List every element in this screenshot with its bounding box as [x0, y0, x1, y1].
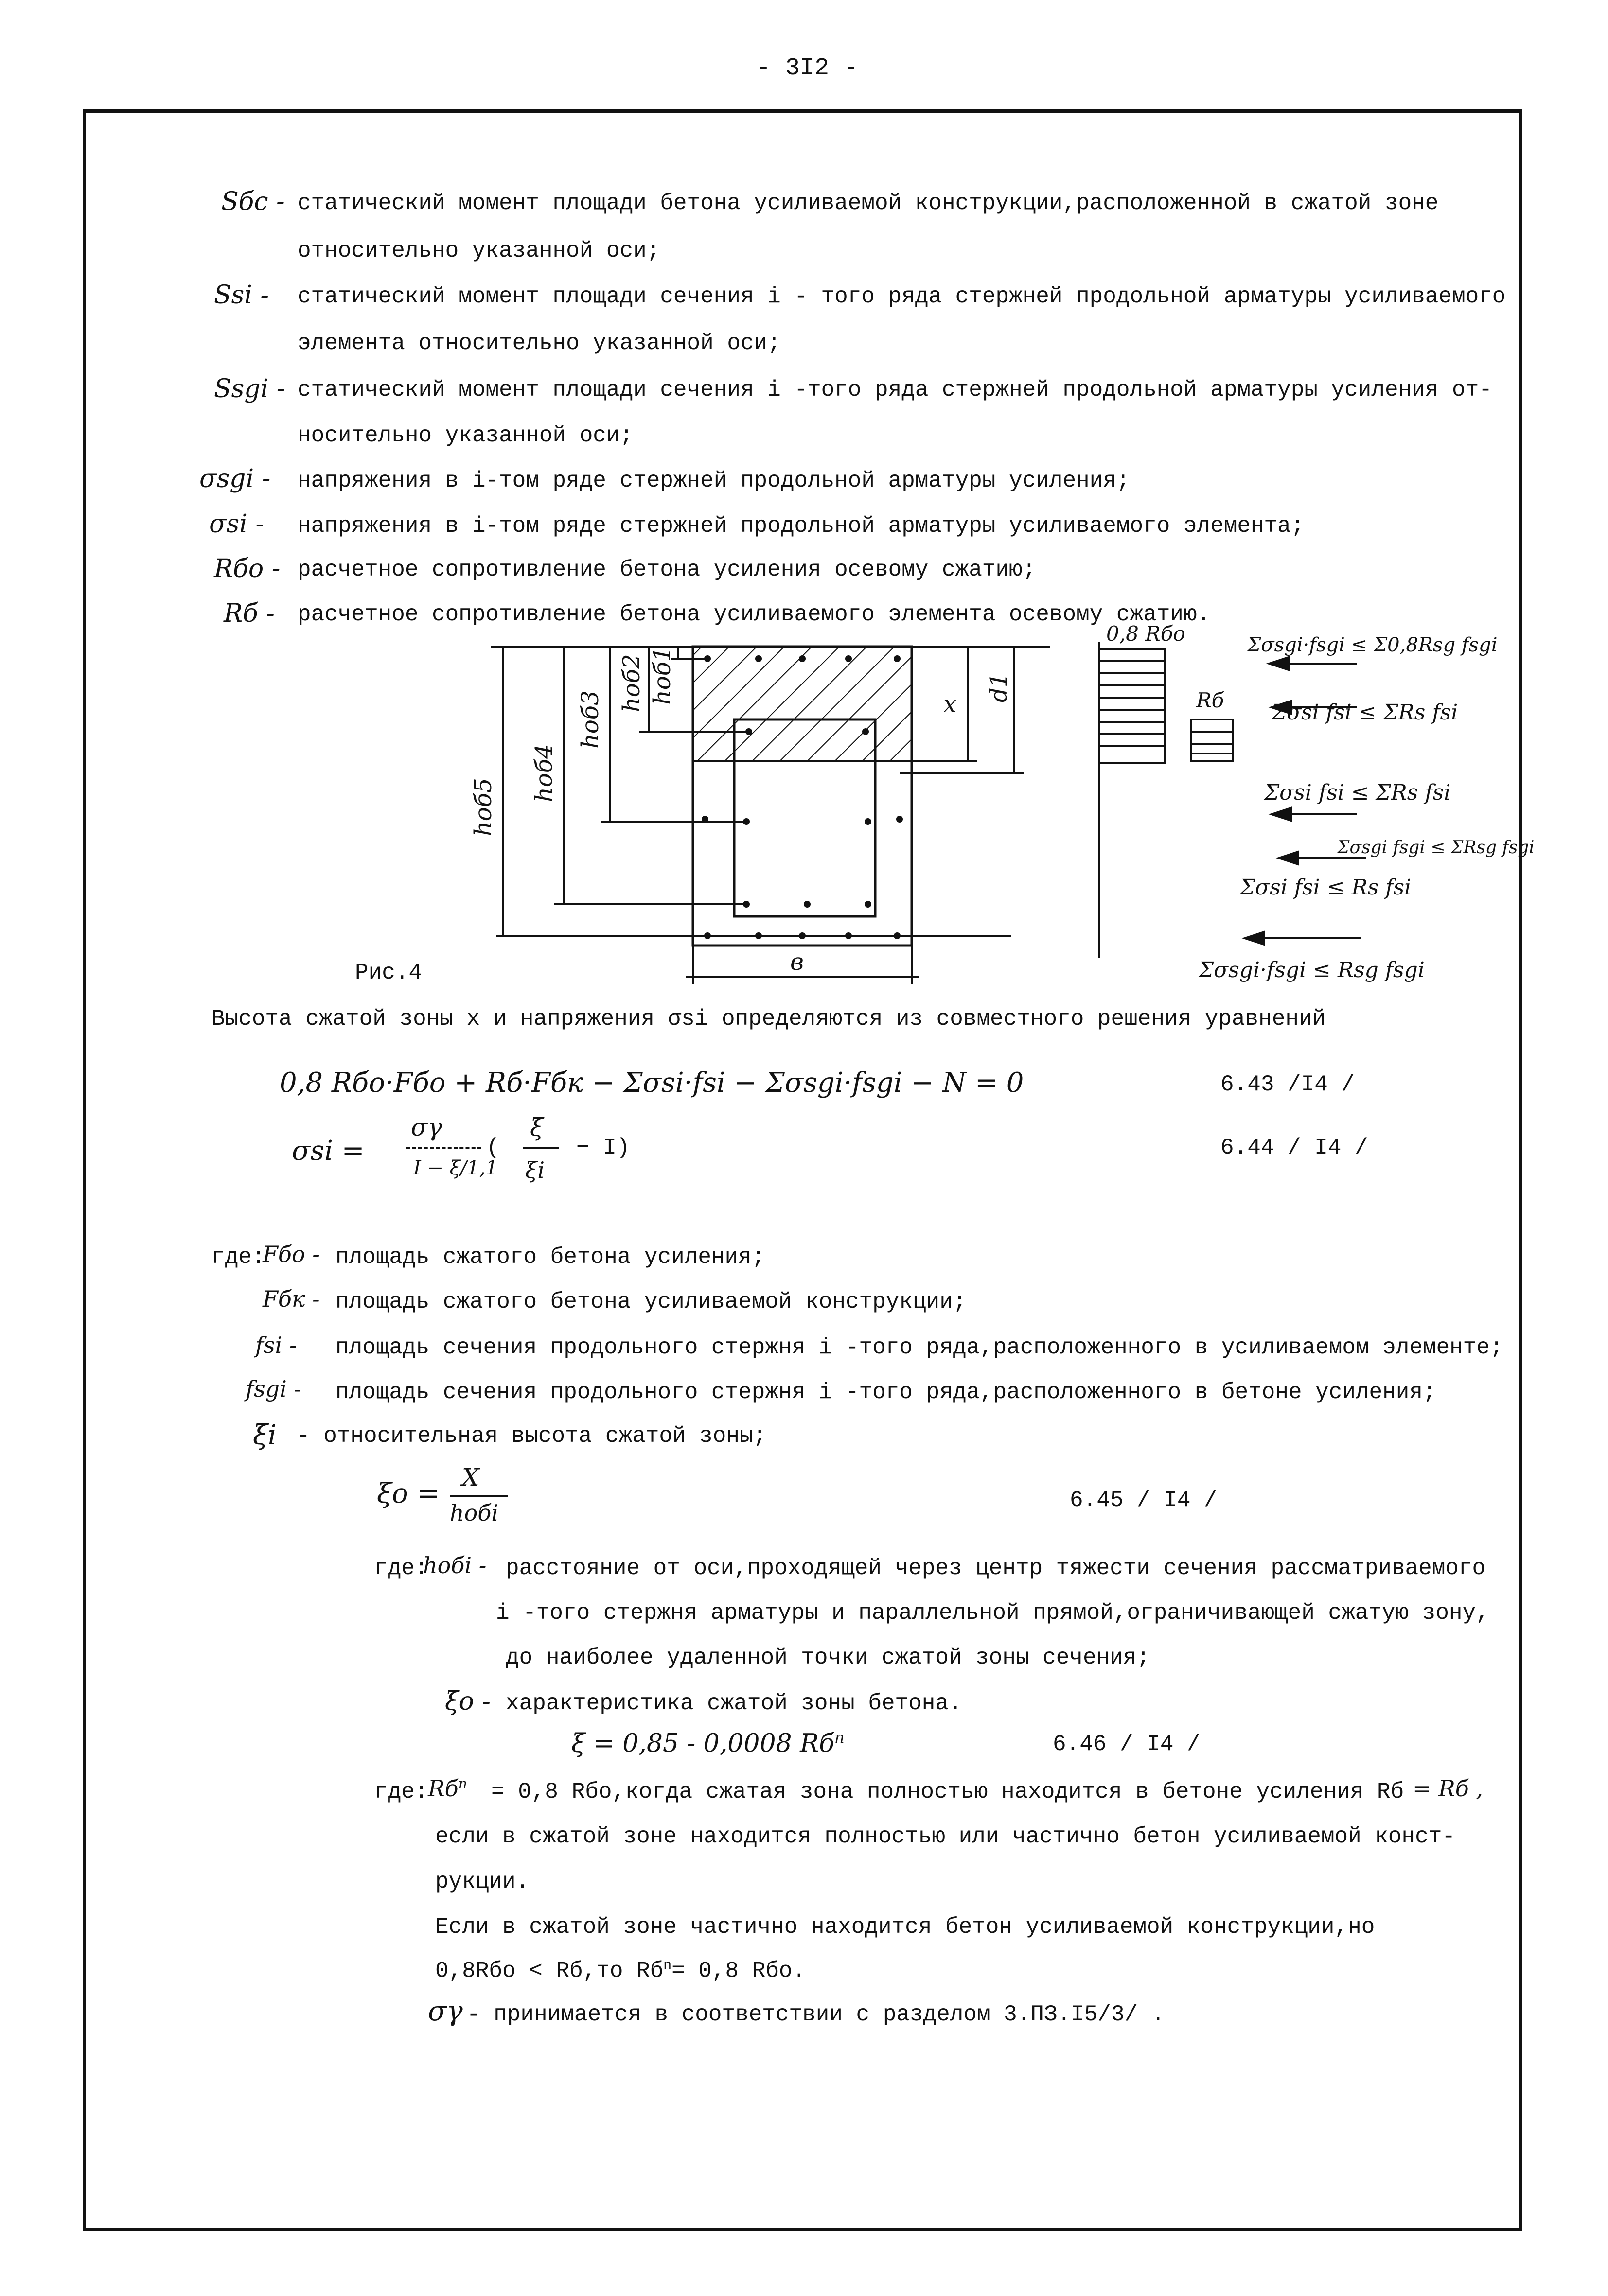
- force-label: Σσsi fsi ≤ ΣRs fsi: [1264, 780, 1451, 805]
- eq-644-bar2: [523, 1147, 559, 1149]
- def-text: статический момент площади сечения i -того ряда стержней продольной арматуры усиления от-: [298, 377, 1492, 403]
- dim-label-hob4: hоб4: [530, 744, 558, 802]
- rbn-line-1-tail: = Rб ,: [1413, 1775, 1484, 1802]
- dim-label-b: в: [790, 948, 804, 976]
- eq-645-den: hобi: [450, 1500, 499, 1526]
- rbn-symbol: Rб: [428, 1775, 459, 1802]
- def-symbol: ξi: [253, 1420, 277, 1451]
- def-symbol: σsi -: [209, 509, 264, 539]
- def-symbol: Sбс -: [221, 187, 285, 216]
- def-text: площадь сжатого бетона усиления;: [336, 1244, 765, 1270]
- eq-644-bar1: [406, 1147, 481, 1149]
- dim-label-hob5: hоб5: [470, 778, 497, 836]
- equation-label: 6.44 / I4 /: [1220, 1135, 1368, 1160]
- def-text: расчетное сопротивление бетона усиления осевому сжатию;: [298, 557, 1036, 582]
- def-symbol: fsi -: [255, 1332, 297, 1358]
- rbn-line-1: $Rб^n$: [428, 1775, 467, 1802]
- def-symbol: σγ: [428, 1996, 463, 2027]
- def-symbol: Ssgi -: [214, 374, 285, 403]
- eq-646-sup: n: [834, 1728, 845, 1747]
- dim-label-hob2: hоб2: [618, 654, 645, 712]
- force-label: Σσsgi·fsgi ≤ Rsg fsgi: [1199, 958, 1425, 982]
- def-text: напряжения в i-том ряде стержней продольной арматуры усиления;: [298, 468, 1130, 493]
- dim-label-hob1: hоб1: [649, 647, 676, 705]
- def-text: напряжения в i-том ряде стержней продольной арматуры усиливаемого элемента;: [298, 513, 1305, 539]
- def-text: площадь сечения продольного стержня i -того ряда,расположенного в усиливаемом элементе;: [336, 1335, 1503, 1360]
- def-text: 0,8Rбо < Rб,то $Rб^n= 0,8$ Rбо.: [435, 1958, 806, 1984]
- eq-644-num2: ξ: [530, 1113, 544, 1141]
- equation-6-43: 0,8 Rбо·Fбо + Rб·Fбк − Σσsi·fsi − Σσsgi·fsgi − N = 0: [280, 1067, 1024, 1099]
- def-prefix: где:: [212, 1244, 265, 1270]
- eq-644-lhs: σsi =: [292, 1135, 365, 1167]
- def-text: носительно указанной оси;: [298, 423, 634, 448]
- def-symbol: Rб -: [224, 599, 275, 628]
- force-label: Σσsgi·fsgi ≤ Σ0,8Rsg fsgi: [1247, 634, 1498, 656]
- def-text: i -того стержня арматуры и параллельной прямой,ограничивающей сжатую зону,: [496, 1600, 1489, 1626]
- dim-label-d1: d1: [985, 672, 1012, 702]
- eq-645-lhs: ξo =: [377, 1478, 440, 1509]
- def-symbol: fsgi -: [246, 1376, 301, 1402]
- stress-label-rb: Rб: [1196, 688, 1224, 712]
- dim-label-x: x: [943, 691, 957, 718]
- def-text: - принимается в соответствии с разделом 3.ПЗ.I5/3/ .: [467, 2002, 1165, 2027]
- def-text: относительно указанной оси;: [298, 238, 660, 263]
- eq-644-den2: ξi: [525, 1157, 545, 1183]
- def-text: до наиболее удаленной точки сжатой зоны сечения;: [506, 1645, 1150, 1670]
- def-text: элемента относительно указанной оси;: [298, 331, 781, 356]
- eq-644-mid: (: [486, 1135, 500, 1160]
- def-prefix: где:: [374, 1556, 428, 1581]
- def-symbol: Ssi -: [214, 280, 269, 310]
- def-text: - относительная высота сжатой зоны;: [297, 1423, 767, 1449]
- equation-6-46: [571, 1728, 845, 1758]
- eq-645-bar: [450, 1495, 508, 1497]
- force-label: Σσsi fsi ≤ Rs fsi: [1240, 875, 1412, 900]
- force-label: Σσsi fsi ≤ ΣRs fsi: [1272, 700, 1458, 725]
- figure-caption: Рис.4: [355, 960, 423, 985]
- equation-label: 6.43 /I4 /: [1220, 1072, 1355, 1097]
- def-symbol: Fбо -: [263, 1241, 320, 1267]
- eq-644-num1: σγ: [411, 1113, 442, 1141]
- def-text: Если в сжатой зоне частично находится бетон усиливаемой конструкции,но: [435, 1914, 1375, 1940]
- force-labels: [1198, 634, 1535, 982]
- def-symbol: ξo -: [445, 1687, 491, 1716]
- def-symbol: σsgi -: [199, 464, 271, 493]
- eq-644-den1: I − ξ/1,1: [413, 1157, 498, 1179]
- stress-label-0-8-rbo: 0,8 Rбо: [1106, 622, 1185, 646]
- eq-645-num: X: [462, 1463, 479, 1491]
- def-symbol: Fбк -: [263, 1286, 320, 1312]
- force-label: Σσsgi fsgi ≤ ΣRsg fsgi: [1337, 838, 1535, 858]
- rbn-line-5: 0,8Rбо < Rб,то Rб: [435, 1958, 664, 1984]
- intro-sentence: Высота сжатой зоны x и напряжения σsi определяются из совместного решения уравнений: [212, 1006, 1326, 1032]
- def-symbol: Rбо -: [214, 554, 281, 583]
- def-text: площадь сжатого бетона усиливаемой конструкции;: [336, 1289, 967, 1315]
- page-number: - 3I2 -: [756, 54, 859, 82]
- equation-label: 6.45 / I4 /: [1070, 1488, 1218, 1513]
- def-text: рукции.: [435, 1869, 530, 1894]
- def-symbol: hобi -: [423, 1552, 487, 1578]
- def-prefix: где:: [374, 1779, 428, 1805]
- def-text: характеристика сжатой зоны бетона.: [506, 1691, 962, 1716]
- rbn-line-5-tail: = 0,8 Rбо.: [671, 1958, 806, 1984]
- def-text: расстояние от оси,проходящей через центр тяжести сечения рассматриваемого: [506, 1556, 1486, 1581]
- compression-zone-inner: [734, 719, 875, 761]
- def-text: если в сжатой зоне находится полностью или частично бетон усиливаемой конст-: [435, 1824, 1455, 1849]
- equation-label: 6.46 / I4 /: [1053, 1732, 1201, 1757]
- def-text: статический момент площади бетона усиливаемой конструкции,расположенной в сжатой зоне: [298, 191, 1439, 216]
- eq-644-tail: − I): [576, 1135, 630, 1160]
- stress-block-rb: [1191, 719, 1233, 761]
- dim-label-hob3: hоб3: [577, 690, 604, 749]
- stress-block-0-8-rbo: [1099, 649, 1165, 763]
- eq-646-text: ξ = 0,85 - 0,0008 Rб: [571, 1729, 835, 1758]
- def-text: статический момент площади сечения i - того ряда стержней продольной арматуры усиливаемого: [298, 284, 1506, 309]
- def-text: = 0,8 Rбо,когда сжатая зона полностью находится в бетоне усиления Rб: [491, 1779, 1404, 1805]
- def-text: расчетное сопротивление бетона усиливаемого элемента осевому сжатию.: [298, 602, 1211, 627]
- def-text: площадь сечения продольного стержня i -того ряда,расположенного в бетоне усиления;: [336, 1380, 1436, 1405]
